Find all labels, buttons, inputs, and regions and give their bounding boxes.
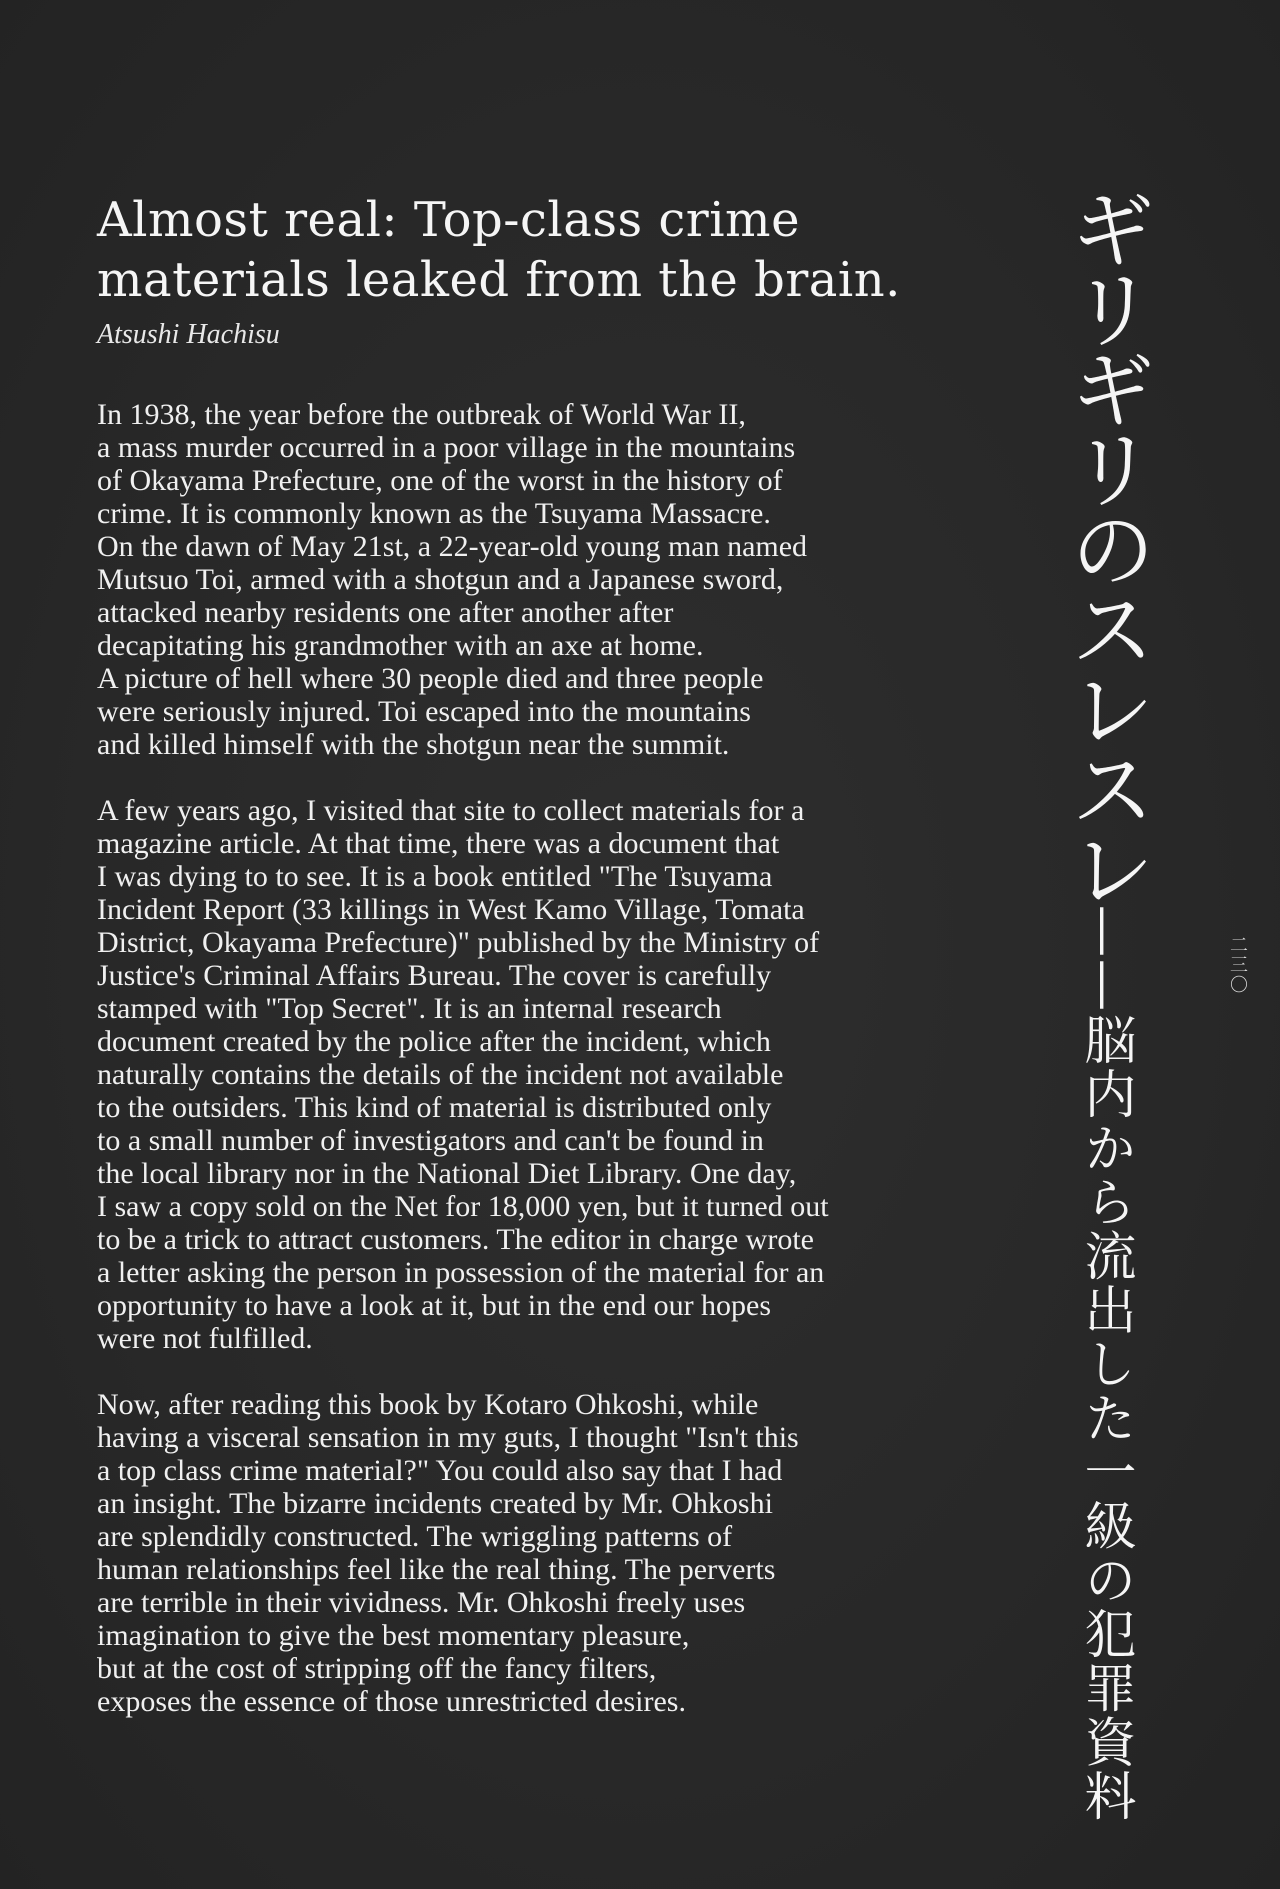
body-line: having a visceral sensation in my guts, I thought "Isn't this xyxy=(97,1421,799,1454)
body-line: to a small number of investigators and can't be found in xyxy=(97,1124,764,1157)
title-line: materials leaked from the brain. xyxy=(97,252,901,308)
body-line: were not fulfilled. xyxy=(97,1322,313,1355)
body-line: imagination to give the best momentary pleasure, xyxy=(97,1619,690,1652)
body-line: decapitating his grandmother with an axe at home. xyxy=(97,629,704,662)
body-line: District, Okayama Prefecture)" published by the Ministry of xyxy=(97,926,820,959)
body-line: but at the cost of stripping off the fancy filters, xyxy=(97,1652,657,1685)
body-line: Now, after reading this book by Kotaro Ohkoshi, while xyxy=(97,1388,759,1421)
body-line: to the outsiders. This kind of material is distributed only xyxy=(97,1091,772,1124)
vertical-title-main: ギリギリのスレスレ xyxy=(1055,185,1155,905)
body-line: Mutsuo Toi, armed with a shotgun and a Japanese sword, xyxy=(97,563,784,596)
body-line: On the dawn of May 21st, a 22-year-old young man named xyxy=(97,530,808,563)
body-line: document created by the police after the incident, which xyxy=(97,1025,771,1058)
body-line: a mass murder occurred in a poor village in the mountains xyxy=(97,431,796,464)
article-title xyxy=(97,190,1017,310)
body-line: crime. It is commonly known as the Tsuyama Massacre. xyxy=(97,497,771,530)
body-line: Incident Report (33 killings in West Kamo Village, Tomata xyxy=(97,893,805,926)
body-line: stamped with "Top Secret". It is an internal research xyxy=(97,992,722,1025)
body-line: an insight. The bizarre incidents created by Mr. Ohkoshi xyxy=(97,1487,773,1520)
paragraph-3 xyxy=(97,1388,1017,1718)
paragraph-2 xyxy=(97,794,1017,1355)
body-line: the local library nor in the National Diet Library. One day, xyxy=(97,1157,797,1190)
body-line: were seriously injured. Toi escaped into the mountains xyxy=(97,695,751,728)
article-body xyxy=(97,398,1017,1718)
body-line: naturally contains the details of the incident not available xyxy=(97,1058,784,1091)
body-line: In 1938, the year before the outbreak of World War II, xyxy=(97,398,746,431)
body-line: to be a trick to attract customers. The editor in charge wrote xyxy=(97,1223,814,1256)
title-line: Almost real: Top-class crime xyxy=(97,192,800,248)
body-line: a top class crime material?" You could also say that I had xyxy=(97,1454,783,1487)
body-line: opportunity to have a look at it, but in the end our hopes xyxy=(97,1289,772,1322)
body-line: A picture of hell where 30 people died and three people xyxy=(97,662,764,695)
body-line: A few years ago, I visited that site to collect materials for a xyxy=(97,794,805,827)
body-line: and killed himself with the shotgun near the summit. xyxy=(97,728,730,761)
author-byline: Atsushi Hachisu xyxy=(97,319,280,350)
body-line: magazine article. At that time, there was a document that xyxy=(97,827,780,860)
body-line: human relationships feel like the real thing. The perverts xyxy=(97,1553,776,1586)
vertical-title xyxy=(1050,185,1160,1823)
vertical-title-dash: —— xyxy=(1075,905,1135,1013)
page-number: 二三〇 xyxy=(1227,935,1248,995)
body-line: Justice's Criminal Affairs Bureau. The cover is carefully xyxy=(97,959,772,992)
article xyxy=(97,190,1017,1751)
body-line: are terrible in their vividness. Mr. Ohkoshi freely uses xyxy=(97,1586,746,1619)
body-line: I saw a copy sold on the Net for 18,000 yen, but it turned out xyxy=(97,1190,829,1223)
body-line: are splendidly constructed. The wriggling patterns of xyxy=(97,1520,733,1553)
body-line: attacked nearby residents one after another after xyxy=(97,596,674,629)
paragraph-1 xyxy=(97,398,1017,761)
body-line: exposes the essence of those unrestricted desires. xyxy=(97,1685,686,1718)
vertical-title-sub: 脳内から流出した一級の犯罪資料 xyxy=(1075,1013,1135,1823)
body-line: I was dying to to see. It is a book entitled "The Tsuyama xyxy=(97,860,773,893)
body-line: of Okayama Prefecture, one of the worst in the history of xyxy=(97,464,783,497)
body-line: a letter asking the person in possession of the material for an xyxy=(97,1256,825,1289)
